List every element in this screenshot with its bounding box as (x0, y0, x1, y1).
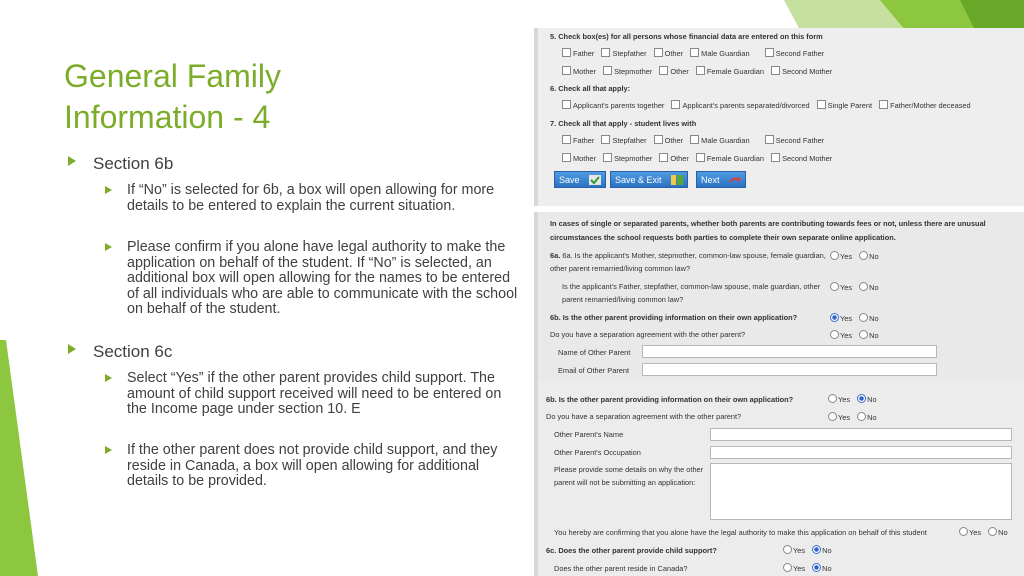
q7-label: 7. Check all that apply - student lives with (550, 119, 697, 128)
q6b-label: 6b. Is the other parent providing information on their own application? (546, 395, 794, 404)
checkbox-lives-other[interactable]: Other (654, 135, 683, 145)
separation-label: Do you have a separation agreement with the other parent? (550, 330, 746, 339)
save-button[interactable]: Save (554, 171, 606, 188)
checkbox-stepfather[interactable]: Stepfather (601, 48, 646, 58)
separation-radios (828, 412, 882, 422)
section-6b-bullet-1: If “No” is selected for 6b, a box will open allowing for more details to be entered to explain the current situation. (105, 183, 520, 214)
q6a-mother-line-1: 6a. 6a. Is the applicant's Mother, stepmother, common-law spouse, female guardian, (550, 251, 826, 260)
other-parent-occupation-label: Other Parent's Occupation (554, 448, 641, 457)
bullet-arrow-icon (105, 446, 112, 454)
q6-row (562, 100, 976, 110)
slide-title (64, 56, 364, 138)
bullet-arrow-icon (105, 186, 112, 194)
reside-radios (783, 563, 837, 573)
radio-yes[interactable]: Yes (783, 563, 805, 573)
q5-row-1 (562, 48, 829, 58)
q5-label: 5. Check box(es) for all persons whose financial data are entered on this form (550, 32, 823, 41)
section-6c-bullet-2: If the other parent does not provide child support, and they reside in Canada, a box will open allowing for additional details to be provided. (105, 443, 520, 490)
separation-label: Do you have a separation agreement with the other parent? (546, 412, 742, 421)
checkbox-stepmother[interactable]: Stepmother (603, 66, 652, 76)
save-check-icon (588, 174, 602, 186)
reside-label: Does the other parent reside in Canada? (554, 564, 688, 573)
separation-radios (830, 330, 884, 340)
authority-radios (959, 527, 1013, 537)
q6c-label: 6c. Does the other parent provide child support? (546, 546, 717, 555)
next-button[interactable]: Next (696, 171, 746, 188)
q6a-father-line-2: parent remarried/living common law? (562, 295, 684, 304)
q6b-radios (830, 313, 884, 323)
form-screenshot-checkboxes (534, 28, 1024, 206)
radio-yes[interactable]: Yes (959, 527, 981, 537)
bullet-arrow-icon (68, 344, 76, 354)
checkbox-lives-second-mother[interactable]: Second Mother (771, 153, 832, 163)
radio-no[interactable]: No (859, 282, 878, 292)
other-parent-name-input[interactable] (642, 345, 937, 358)
next-arrow-icon (728, 174, 742, 186)
q6-label: 6. Check all that apply: (550, 84, 631, 93)
save-exit-button[interactable]: Save & Exit (610, 171, 688, 188)
section-6b-bullet-2: Please confirm if you alone have legal authority to make the application on behalf of the student. If “No” is selected, an additional box will open allowing for the names to be entered of all individuals who are able to communicate with the school on behalf of the student. (105, 240, 520, 318)
radio-no-selected[interactable]: No (812, 545, 831, 555)
radio-yes[interactable]: Yes (828, 394, 850, 404)
radio-yes[interactable]: Yes (828, 412, 850, 422)
details-textarea[interactable] (710, 463, 1012, 520)
radio-no[interactable]: No (857, 412, 876, 422)
q6a-father-line-1: Is the applicant's Father, stepfather, common-law spouse, male guardian, other (562, 282, 821, 291)
q6a-mother-radios (830, 251, 884, 261)
section-6c-bullet-1: Select “Yes” if the other parent provides child support. The amount of child support received will need to be entered on the Income page under section 10. E (105, 371, 520, 418)
checkbox-parent-deceased[interactable]: Father/Mother deceased (879, 100, 971, 110)
checkbox-second-mother[interactable]: Second Mother (771, 66, 832, 76)
checkbox-lives-other-2[interactable]: Other (659, 153, 688, 163)
q6b-label: 6b. Is the other parent providing information on their own application? (550, 313, 798, 322)
checkbox-parents-separated[interactable]: Applicant's parents separated/divorced (671, 100, 809, 110)
checkbox-lives-female-guardian[interactable]: Female Guardian (696, 153, 764, 163)
checkbox-other-2[interactable]: Other (659, 66, 688, 76)
bullet-arrow-icon (105, 243, 112, 251)
radio-no[interactable]: No (859, 330, 878, 340)
bullet-arrow-icon (105, 374, 112, 382)
other-parent-name-input[interactable] (710, 428, 1012, 441)
other-parent-email-input[interactable] (642, 363, 937, 376)
checkbox-lives-second-father[interactable]: Second Father (765, 135, 824, 145)
checkbox-lives-mother[interactable]: Mother (562, 153, 596, 163)
intro-line-1: In cases of single or separated parents, whether both parents are contributing towards fees or not, unless there are unusual (550, 219, 986, 228)
other-parent-email-label: Email of Other Parent (558, 366, 630, 375)
radio-yes-selected[interactable]: Yes (830, 313, 852, 323)
q7-row-1 (562, 135, 829, 145)
intro-line-2: circumstances the school requests both parties to complete their own separate online application. (550, 233, 896, 242)
q7-row-2 (562, 153, 837, 163)
other-parent-name-label: Other Parent's Name (554, 430, 624, 439)
q5-row-2 (562, 66, 837, 76)
radio-no-selected[interactable]: No (812, 563, 831, 573)
radio-yes[interactable]: Yes (830, 251, 852, 261)
other-parent-occupation-input[interactable] (710, 446, 1012, 459)
left-green-stripe (0, 340, 38, 576)
checkbox-single-parent[interactable]: Single Parent (817, 100, 872, 110)
other-parent-name-label: Name of Other Parent (558, 348, 631, 357)
checkbox-mother[interactable]: Mother (562, 66, 596, 76)
q6c-radios (783, 545, 837, 555)
q6a-father-radios (830, 282, 884, 292)
details-label-line-1: Please provide some details on why the other (554, 465, 704, 474)
checkbox-second-father[interactable]: Second Father (765, 48, 824, 58)
radio-yes[interactable]: Yes (783, 545, 805, 555)
checkbox-male-guardian[interactable]: Male Guardian (690, 48, 749, 58)
q6a-mother-line-2: other parent remarried/living common law? (550, 264, 691, 273)
slide-title-line2: Information - 4 (64, 99, 271, 135)
radio-no[interactable]: No (988, 527, 1007, 537)
checkbox-lives-male-guardian[interactable]: Male Guardian (690, 135, 749, 145)
top-right-green-shape (784, 0, 1024, 30)
top-right-green-shape-accent (960, 0, 1024, 30)
slide-title-line1: General Family (64, 58, 281, 94)
checkbox-lives-stepmother[interactable]: Stepmother (603, 153, 652, 163)
form-screenshot-6b-6c (534, 380, 1024, 576)
authority-label: You hereby are confirming that you alone have the legal authority to make this application on behalf of this student (554, 528, 927, 537)
checkbox-lives-father[interactable]: Father (562, 135, 594, 145)
radio-no[interactable]: No (859, 251, 878, 261)
bullet-arrow-icon (68, 156, 76, 166)
top-right-green-shape-dark (880, 0, 1024, 30)
checkbox-parents-together[interactable]: Applicant's parents together (562, 100, 664, 110)
radio-yes[interactable]: Yes (830, 330, 852, 340)
checkbox-female-guardian[interactable]: Female Guardian (696, 66, 764, 76)
checkbox-lives-stepfather[interactable]: Stepfather (601, 135, 646, 145)
checkbox-other[interactable]: Other (654, 48, 683, 58)
radio-no-selected[interactable]: No (857, 394, 876, 404)
radio-no[interactable]: No (859, 313, 878, 323)
q6b-radios (828, 394, 882, 404)
form-screenshot-6a-6b (534, 212, 1024, 380)
radio-yes[interactable]: Yes (830, 282, 852, 292)
save-exit-icon (670, 174, 684, 186)
details-label-line-2: parent will not be submitting an application: (554, 478, 696, 487)
checkbox-father[interactable]: Father (562, 48, 594, 58)
